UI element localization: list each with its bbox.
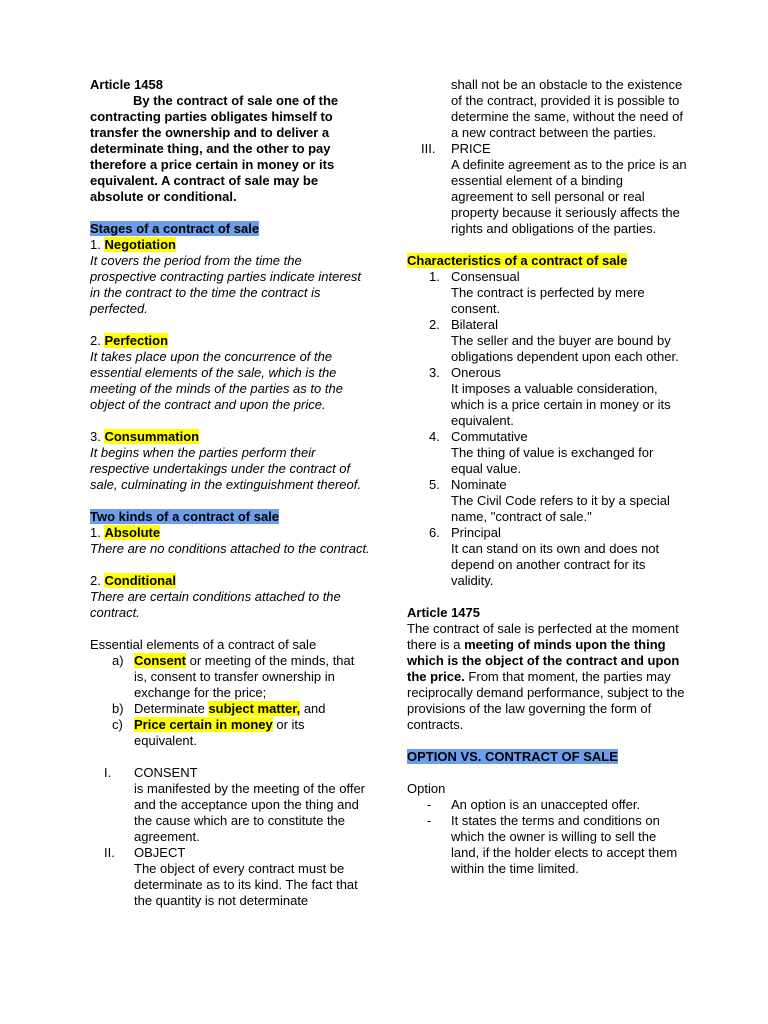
list-marker: 2. bbox=[429, 317, 440, 332]
kind-1-number: 1. bbox=[90, 525, 101, 540]
option-item-2 bbox=[407, 813, 687, 877]
characteristic-title: Consensual bbox=[451, 269, 520, 284]
essential-item-a-text: or meeting of the minds, that is, consent to transfer ownership in exchange for the price; bbox=[134, 653, 355, 700]
stage-2-label: Perfection bbox=[104, 333, 169, 348]
kind-2-text: There are certain conditions attached to the contract. bbox=[90, 589, 341, 620]
roman-item-2 bbox=[90, 845, 370, 909]
list-marker: b) bbox=[112, 701, 124, 716]
kind-1-label: Absolute bbox=[104, 525, 161, 540]
option-label: Option bbox=[407, 781, 446, 796]
essential-item-b-pre: Determinate bbox=[134, 701, 205, 716]
roman-item-3-title: PRICE bbox=[451, 141, 491, 156]
article-1475-text bbox=[407, 621, 687, 733]
characteristic-text: The seller and the buyer are bound by obligations dependent upon each other. bbox=[451, 333, 679, 364]
kind-1-row bbox=[90, 525, 370, 541]
roman-item-2-text: The object of every contract must be determinate as to its kind. The fact that the quantity is not determinate bbox=[134, 861, 358, 908]
characteristic-title: Nominate bbox=[451, 477, 507, 492]
stage-1-number: 1. bbox=[90, 237, 101, 252]
right-column bbox=[407, 77, 687, 877]
article-1458-text: By the contract of sale one of the contracting parties obligates himself to transfer the ownership and to deliver a determinate thing, and the other to pay therefore a price certain in money or its equivalent. A contract of sale may be absolute or conditional. bbox=[90, 93, 339, 204]
characteristic-text: The Civil Code refers to it by a special name, "contract of sale." bbox=[451, 493, 670, 524]
kind-1-text: There are no conditions attached to the contract. bbox=[90, 541, 370, 556]
roman-item-2-continued-text: shall not be an obstacle to the existence of the contract, provided it is possible to determine the same, without the need of a new contract between the parties. bbox=[451, 77, 683, 140]
essential-heading: Essential elements of a contract of sale bbox=[90, 637, 317, 652]
roman-item-1-title: CONSENT bbox=[134, 765, 198, 780]
characteristics-heading: Characteristics of a contract of sale bbox=[407, 253, 628, 268]
characteristic-title: Bilateral bbox=[451, 317, 498, 332]
essential-item-c bbox=[90, 717, 370, 749]
characteristic-text: The contract is perfected by mere consent. bbox=[451, 285, 645, 316]
option-item-1-text: An option is an unaccepted offer. bbox=[451, 797, 641, 812]
characteristic-text: It imposes a valuable consideration, which is a price certain in money or its equivalent. bbox=[451, 381, 671, 428]
list-marker: 5. bbox=[429, 477, 440, 492]
list-marker: - bbox=[427, 797, 432, 812]
option-heading-row bbox=[407, 749, 687, 765]
roman-item-2-continued bbox=[407, 77, 687, 141]
roman-item-1-text: is manifested by the meeting of the offer and the acceptance upon the thing and the cause which are to constitute the agreement. bbox=[134, 781, 366, 844]
stages-heading-row bbox=[90, 221, 370, 237]
characteristic-item bbox=[407, 525, 687, 589]
characteristics-list bbox=[407, 269, 687, 589]
list-marker: 1. bbox=[429, 269, 440, 284]
option-item-2-text: It states the terms and conditions on which the owner is willing to sell the land, if the holder elects to accept them within the time limited. bbox=[451, 813, 678, 876]
list-marker: I. bbox=[104, 765, 112, 780]
option-item-1 bbox=[407, 797, 687, 813]
essential-item-b-rest: and bbox=[303, 701, 326, 716]
list-marker: 3. bbox=[429, 365, 440, 380]
characteristic-item bbox=[407, 269, 687, 317]
article-1475-bold: meeting of minds upon the thing which is the object of the contract and upon the price. bbox=[407, 637, 680, 684]
list-marker: - bbox=[427, 813, 432, 828]
kind-2-number: 2. bbox=[90, 573, 101, 588]
characteristic-item bbox=[407, 477, 687, 525]
list-marker: 6. bbox=[429, 525, 440, 540]
essential-item-b bbox=[90, 701, 370, 717]
characteristics-heading-row bbox=[407, 253, 687, 269]
list-marker: c) bbox=[112, 717, 123, 732]
kinds-heading: Two kinds of a contract of sale bbox=[90, 509, 280, 524]
kinds-heading-row bbox=[90, 509, 370, 525]
essential-item-a bbox=[90, 653, 370, 701]
stage-1-row bbox=[90, 237, 370, 253]
roman-item-2-title: OBJECT bbox=[134, 845, 186, 860]
stage-1-text: It covers the period from the time the prospective contracting parties indicate interest in the contract to the time the contract is perfected. bbox=[90, 253, 361, 316]
stage-1-label: Negotiation bbox=[104, 237, 176, 252]
option-heading: OPTION VS. CONTRACT OF SALE bbox=[407, 749, 618, 764]
article-1475-title: Article 1475 bbox=[407, 605, 480, 620]
left-column bbox=[90, 77, 370, 909]
essential-item-c-text: or its equivalent. bbox=[134, 717, 305, 748]
kind-2-row bbox=[90, 573, 370, 589]
roman-item-3-text: A definite agreement as to the price is an essential element of a binding agreement to sell personal or real property because it seriously affects the rights and obligations of the parties. bbox=[451, 157, 687, 236]
characteristic-title: Commutative bbox=[451, 429, 528, 444]
list-marker: III. bbox=[421, 141, 436, 156]
stage-3-row bbox=[90, 429, 370, 445]
characteristic-item bbox=[407, 365, 687, 429]
characteristic-item bbox=[407, 317, 687, 365]
roman-item-3 bbox=[407, 141, 687, 237]
subject-matter-highlight: subject matter, bbox=[208, 701, 301, 716]
stage-2-number: 2. bbox=[90, 333, 101, 348]
characteristic-text: The thing of value is exchanged for equal value. bbox=[451, 445, 654, 476]
characteristic-item bbox=[407, 429, 687, 477]
article-1475-pre: The contract of sale is perfected at the moment there is a bbox=[407, 621, 679, 652]
characteristic-text: It can stand on its own and does not depend on another contract for its validity. bbox=[451, 541, 660, 588]
article-1475-post: From that moment, the parties may reciprocally demand performance, subject to the provisions of the law governing the form of contracts. bbox=[407, 669, 685, 732]
kind-2-label: Conditional bbox=[104, 573, 176, 588]
characteristic-title: Principal bbox=[451, 525, 501, 540]
roman-item-1 bbox=[90, 765, 370, 845]
stages-heading: Stages of a contract of sale bbox=[90, 221, 260, 236]
list-marker: a) bbox=[112, 653, 124, 668]
characteristic-title: Onerous bbox=[451, 365, 501, 380]
stage-3-text: It begins when the parties perform their respective undertakings under the contract of sale, culminating in the extinguishment thereof. bbox=[90, 445, 361, 492]
consent-highlight: Consent bbox=[134, 653, 186, 668]
price-highlight: Price certain in money bbox=[134, 717, 273, 732]
list-marker: 4. bbox=[429, 429, 440, 444]
stage-2-row bbox=[90, 333, 370, 349]
list-marker: II. bbox=[104, 845, 115, 860]
article-1458-title: Article 1458 bbox=[90, 77, 163, 92]
stage-2-text: It takes place upon the concurrence of the essential elements of the sale, which is the meeting of the minds of the parties as to the object of the contract and upon the price. bbox=[90, 349, 343, 412]
stage-3-label: Consummation bbox=[104, 429, 200, 444]
stage-3-number: 3. bbox=[90, 429, 101, 444]
